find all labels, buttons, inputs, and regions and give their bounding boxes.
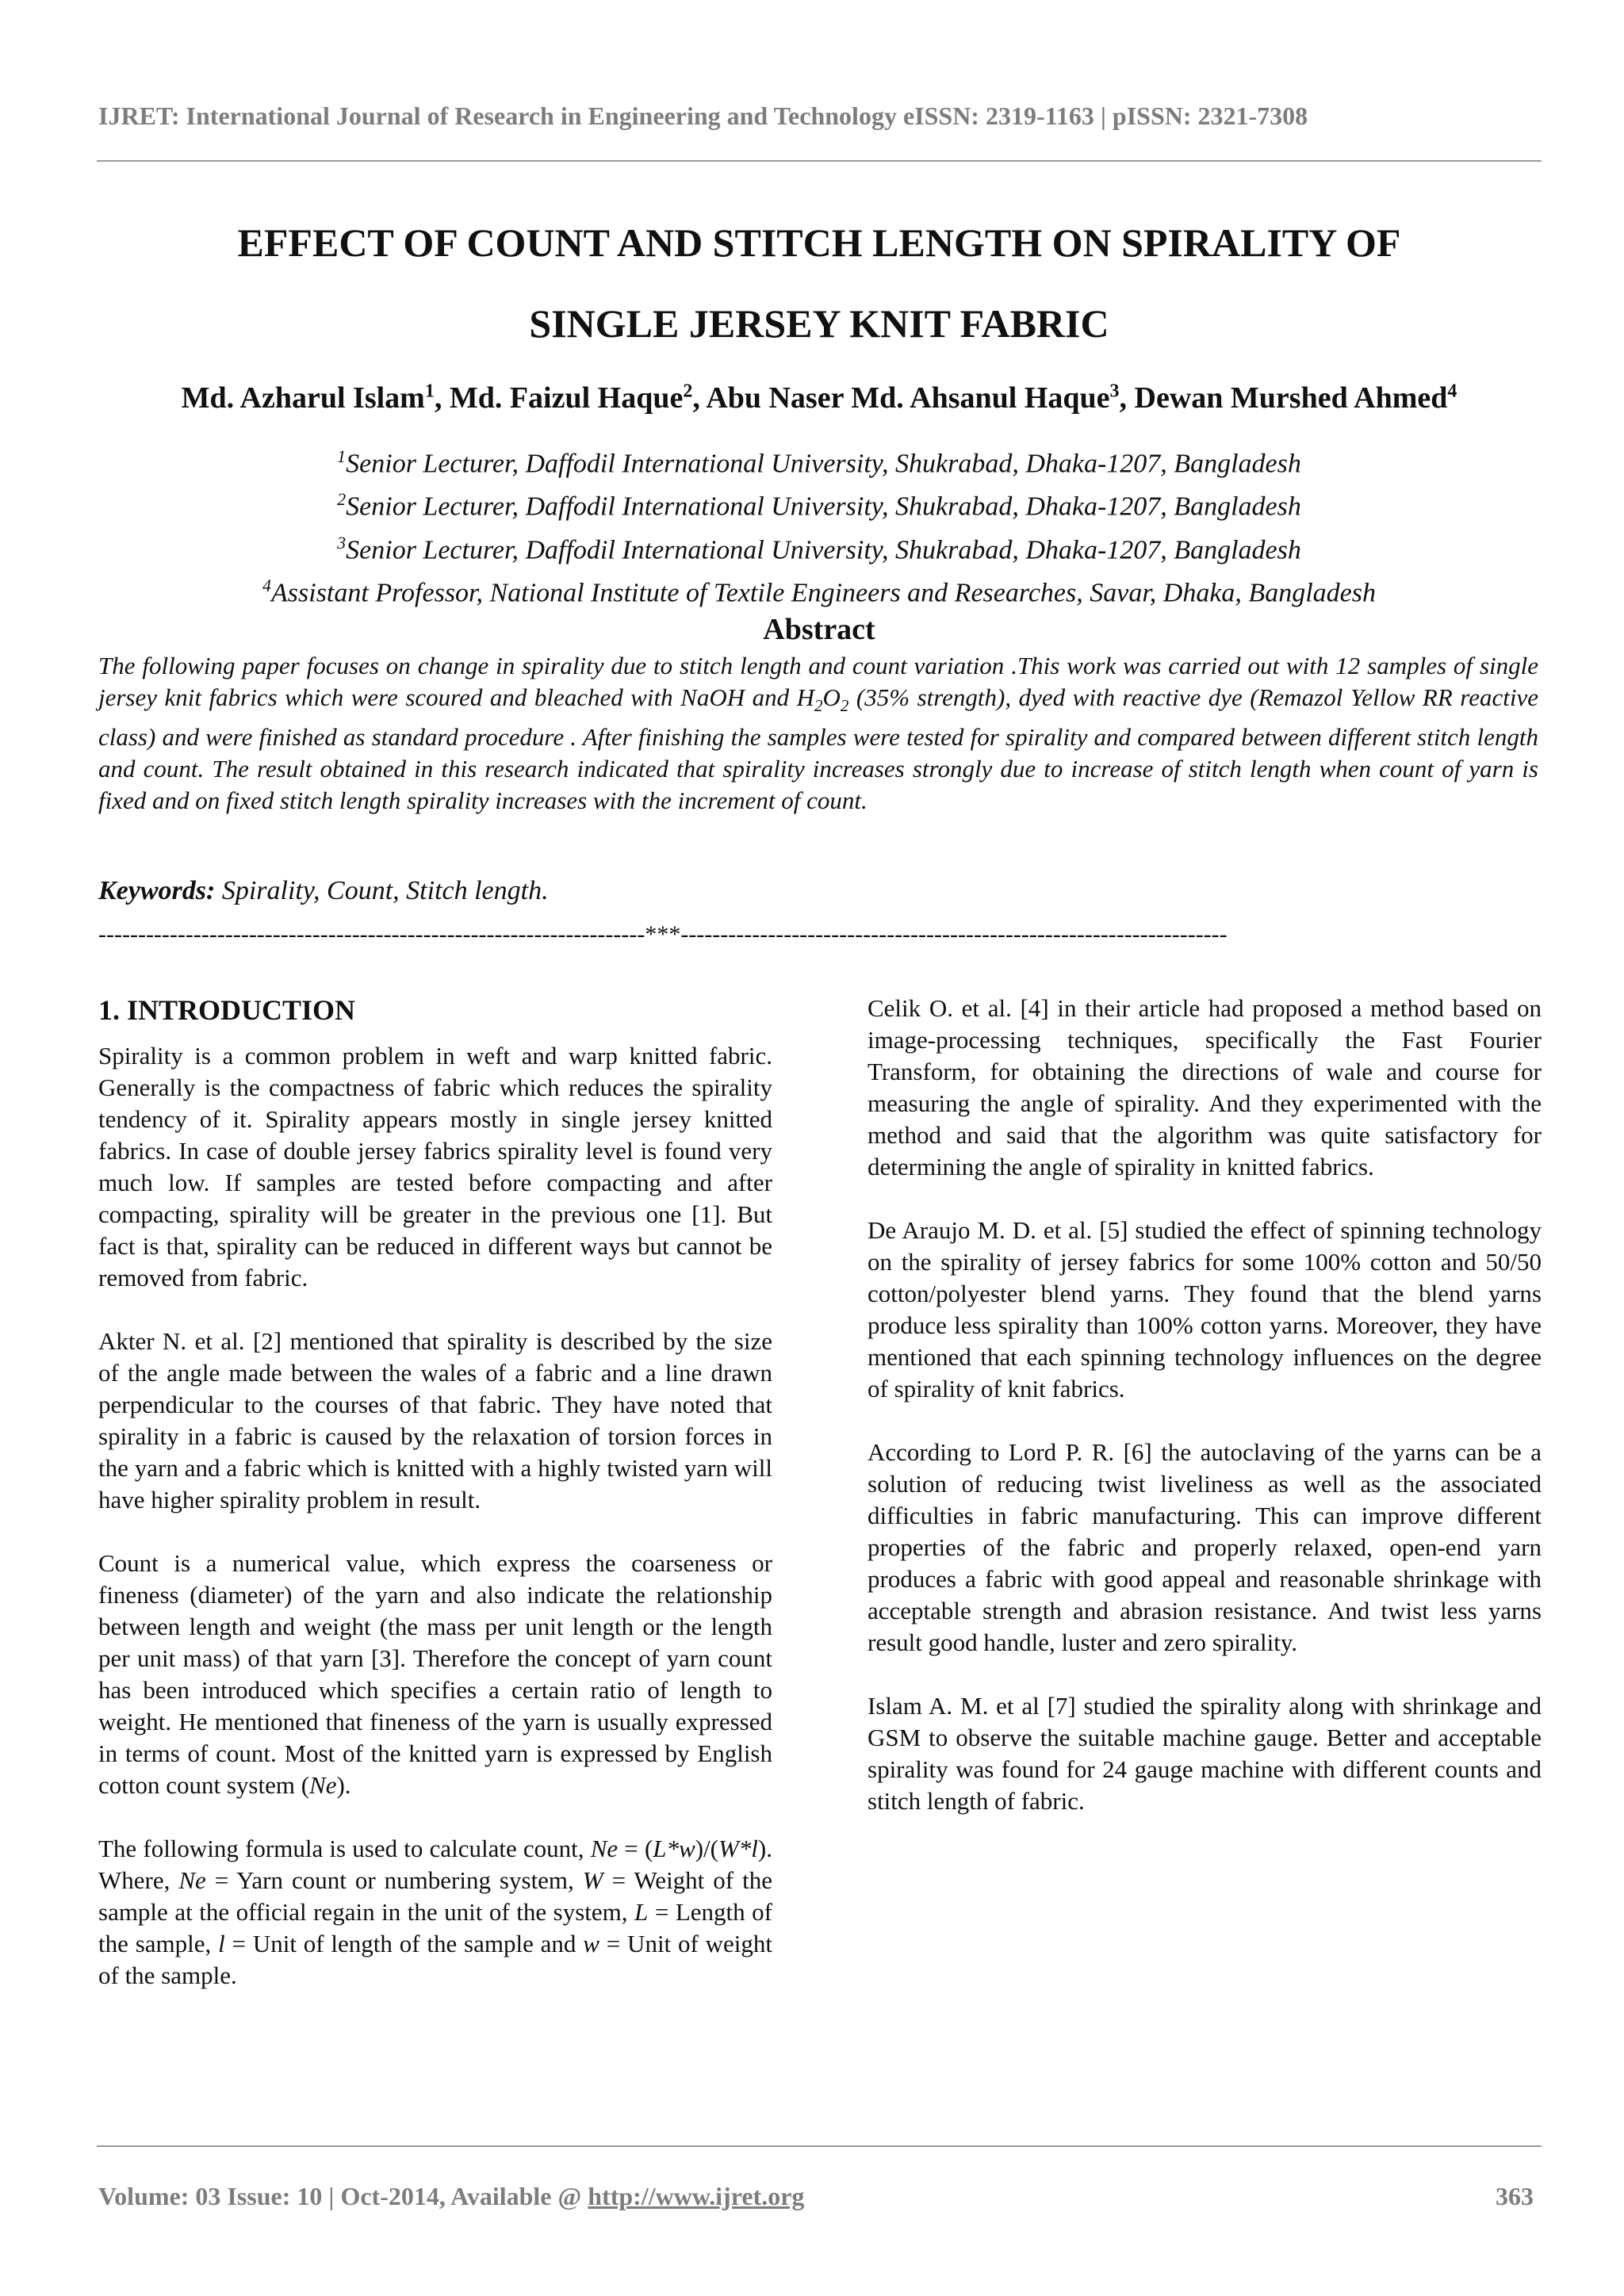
section-separator: ---------------------------------------------------------------------***--------------------------------------------------------------------- xyxy=(98,921,1228,947)
title-line-1: EFFECT OF COUNT AND STITCH LENGTH ON SPIRALITY OF xyxy=(237,220,1401,265)
paragraph xyxy=(98,1548,772,1801)
abstract-heading: Abstract xyxy=(763,613,875,646)
math-symbol: Ne xyxy=(309,1771,337,1799)
paragraph: Celik O. et al. [4] in their article had proposed a method based on image-processing techniques, specifically the Fast Fourier Transform, for obtaining the directions of wale and course for measuring the angle of spirality. And they experimented with the method and said that the algorithm was quite satisfactory for determining the angle of spirality in knitted fabrics. xyxy=(868,994,1542,1181)
paragraph-text: = Unit of length of the sample and xyxy=(224,1930,584,1957)
math-symbol: L xyxy=(634,1898,649,1926)
author-sup: 3 xyxy=(1109,381,1120,402)
paragraph-text: Count is a numerical value, which express the coarseness or fineness (diameter) of the yarn and also indicate the relationship between length and weight (the mass per unit length or the length per unit mass) of that yarn [3]. Therefore the concept of yarn count has been introduced which specifies a certain ratio of length to weight. He mentioned that fineness of the yarn is usually expressed in terms of count. Most of the knitted yarn is expressed by English cotton count system ( xyxy=(98,1549,772,1799)
affiliation-sup: 4 xyxy=(262,575,272,595)
page-footer xyxy=(98,2182,1534,2211)
running-head: IJRET: International Journal of Research in Engineering and Technology eISSN: 2319-1163 | pISSN: 2321-7308 xyxy=(98,101,1308,130)
affiliation xyxy=(97,438,1542,481)
paragraph-text: = ( xyxy=(618,1835,653,1862)
author-list xyxy=(97,381,1542,415)
paragraph xyxy=(98,1833,772,1992)
affiliation-sup: 3 xyxy=(337,532,347,553)
affiliation xyxy=(97,525,1542,568)
author-name: Abu Naser Md. Ahsanul Haque xyxy=(706,381,1110,415)
paragraph-text: ). Where, xyxy=(98,1835,772,1894)
keywords xyxy=(98,876,1538,906)
abstract-body xyxy=(98,650,1538,817)
affiliation-sup: 1 xyxy=(337,446,347,466)
right-column xyxy=(868,993,1542,1849)
abstract-text: (35% strength), dyed with reactive dye (Remazol Yellow RR reactive class) and were finished as standard procedure . After finishing the samples were tested for spirality and compared between different stitch length and count. The result obtained in this research indicated that spirality increases strongly due to increase of stitch length when count of yarn is fixed and on fixed stitch length spirality increases with the increment of count. xyxy=(98,683,1538,815)
paragraph-text: = Weight of the sample at the official regain in the unit of the system, xyxy=(98,1866,772,1926)
left-column xyxy=(98,993,772,2023)
author-sup: 1 xyxy=(424,381,435,402)
affiliation-sup: 2 xyxy=(337,489,347,510)
affiliation xyxy=(97,568,1542,610)
affiliation-list xyxy=(97,438,1542,610)
paragraph-text: The following formula is used to calculate count, xyxy=(98,1835,591,1862)
author-sep: , xyxy=(434,381,450,415)
author-sep: , xyxy=(692,381,707,415)
paper-title xyxy=(97,202,1542,364)
math-symbol: W*l xyxy=(718,1835,758,1862)
paragraph: According to Lord P. R. [6] the autoclaving of the yarns can be a solution of reducing twist liveliness as well as the associated difficulties in fabric manufacturing. This can improve different properties of the fabric and properly relaxed, open-end yarn produces a fabric with good appeal and reasonable shrinkage with acceptable strength and abrasion resistance. And twist less yarns result good handle, luster and zero spirality. xyxy=(868,1438,1542,1656)
abstract-text: O xyxy=(822,683,841,711)
paragraph: Spirality is a common problem in weft and warp knitted fabric. Generally is the compactness of fabric which reduces the spirality tendency of it. Spirality appears mostly in single jersey knitted fabrics. In case of double jersey fabrics spirality level is found very much low. If samples are tested before compacting and after compacting, spirality will be greater in the previous one [1]. But fact is that, spirality can be reduced in different ways but cannot be removed from fabric. xyxy=(98,1042,772,1292)
abstract-subscript: 2 xyxy=(814,696,823,716)
abstract-text: The following paper focuses on change in spirality due to stitch length and count variation .This work was carried out with 12 samples of single jersey knit fabrics which were scoured and bleached with NaOH and H xyxy=(98,652,1538,711)
author-name: Md. Faizul Haque xyxy=(449,381,684,415)
author-sep: , xyxy=(1119,381,1135,415)
affiliation-text: Senior Lecturer, Daffodil International University, Shukrabad, Dhaka-1207, Bangladesh xyxy=(346,449,1301,479)
author-sup: 4 xyxy=(1447,381,1457,402)
paragraph-text: = Yarn count or numbering system, xyxy=(205,1866,583,1894)
author-sup: 2 xyxy=(683,381,693,402)
paragraph: Islam A. M. et al [7] studied the spirality along with shrinkage and GSM to observe the suitable machine gauge. Better and acceptable spirality was found for 24 gauge machine with different counts and stitch length of fabric. xyxy=(868,1692,1542,1815)
math-symbol: Ne xyxy=(178,1866,206,1894)
paragraph: De Araujo M. D. et al. [5] studied the effect of spinning technology on the spirality of jersey fabrics for some 100% cotton and 50/50 cotton/polyester blend yarns. They found that the blend yarns produce less spirality than 100% cotton yarns. Moreover, they have mentioned that each spinning technology influences on the degree of spirality of knit fabrics. xyxy=(868,1216,1542,1402)
section-heading: 1. INTRODUCTION xyxy=(98,994,356,1026)
affiliation-text: Senior Lecturer, Daffodil International University, Shukrabad, Dhaka-1207, Bangladesh xyxy=(346,492,1301,522)
journal-link[interactable]: http://www.ijret.org xyxy=(588,2182,805,2210)
affiliation xyxy=(97,481,1542,524)
keywords-label: Keywords: xyxy=(98,876,216,905)
page-number: 363 xyxy=(1496,2182,1534,2210)
affiliation-text: Assistant Professor, National Institute of Textile Engineers and Researches, Savar, Dhaka, Bangladesh xyxy=(271,578,1376,608)
abstract-subscript: 2 xyxy=(840,696,849,716)
paragraph-text: ). xyxy=(336,1771,351,1799)
footer-rule xyxy=(97,2145,1542,2147)
paragraph-text: = Unit of weight of the sample. xyxy=(98,1930,773,1989)
title-line-2: SINGLE JERSEY KNIT FABRIC xyxy=(529,301,1109,346)
paragraph-text: = Length of the sample, xyxy=(98,1898,772,1957)
math-symbol: l xyxy=(218,1930,225,1957)
paragraph: Akter N. et al. [2] mentioned that spirality is described by the size of the angle made between the wales of a fabric and a line drawn perpendicular to the courses of that fabric. They have noted that spirality in a fabric is caused by the relaxation of torsion forces in the yarn and a fabric which is knitted with a highly twisted yarn will have higher spirality problem in result. xyxy=(98,1327,772,1513)
paragraph-text: )/( xyxy=(695,1835,718,1862)
keywords-text: Spirality, Count, Stitch length. xyxy=(215,876,549,905)
header-rule xyxy=(97,160,1542,162)
footer-text: Volume: 03 Issue: 10 | Oct-2014, Available @ xyxy=(98,2182,588,2210)
math-symbol: w xyxy=(583,1930,599,1957)
affiliation-text: Senior Lecturer, Daffodil International University, Shukrabad, Dhaka-1207, Bangladesh xyxy=(346,534,1301,564)
author-name: Dewan Murshed Ahmed xyxy=(1134,381,1448,415)
math-symbol: W xyxy=(582,1866,603,1894)
math-symbol: L*w xyxy=(653,1835,695,1862)
author-name: Md. Azharul Islam xyxy=(181,381,425,415)
math-symbol: Ne xyxy=(590,1835,619,1862)
